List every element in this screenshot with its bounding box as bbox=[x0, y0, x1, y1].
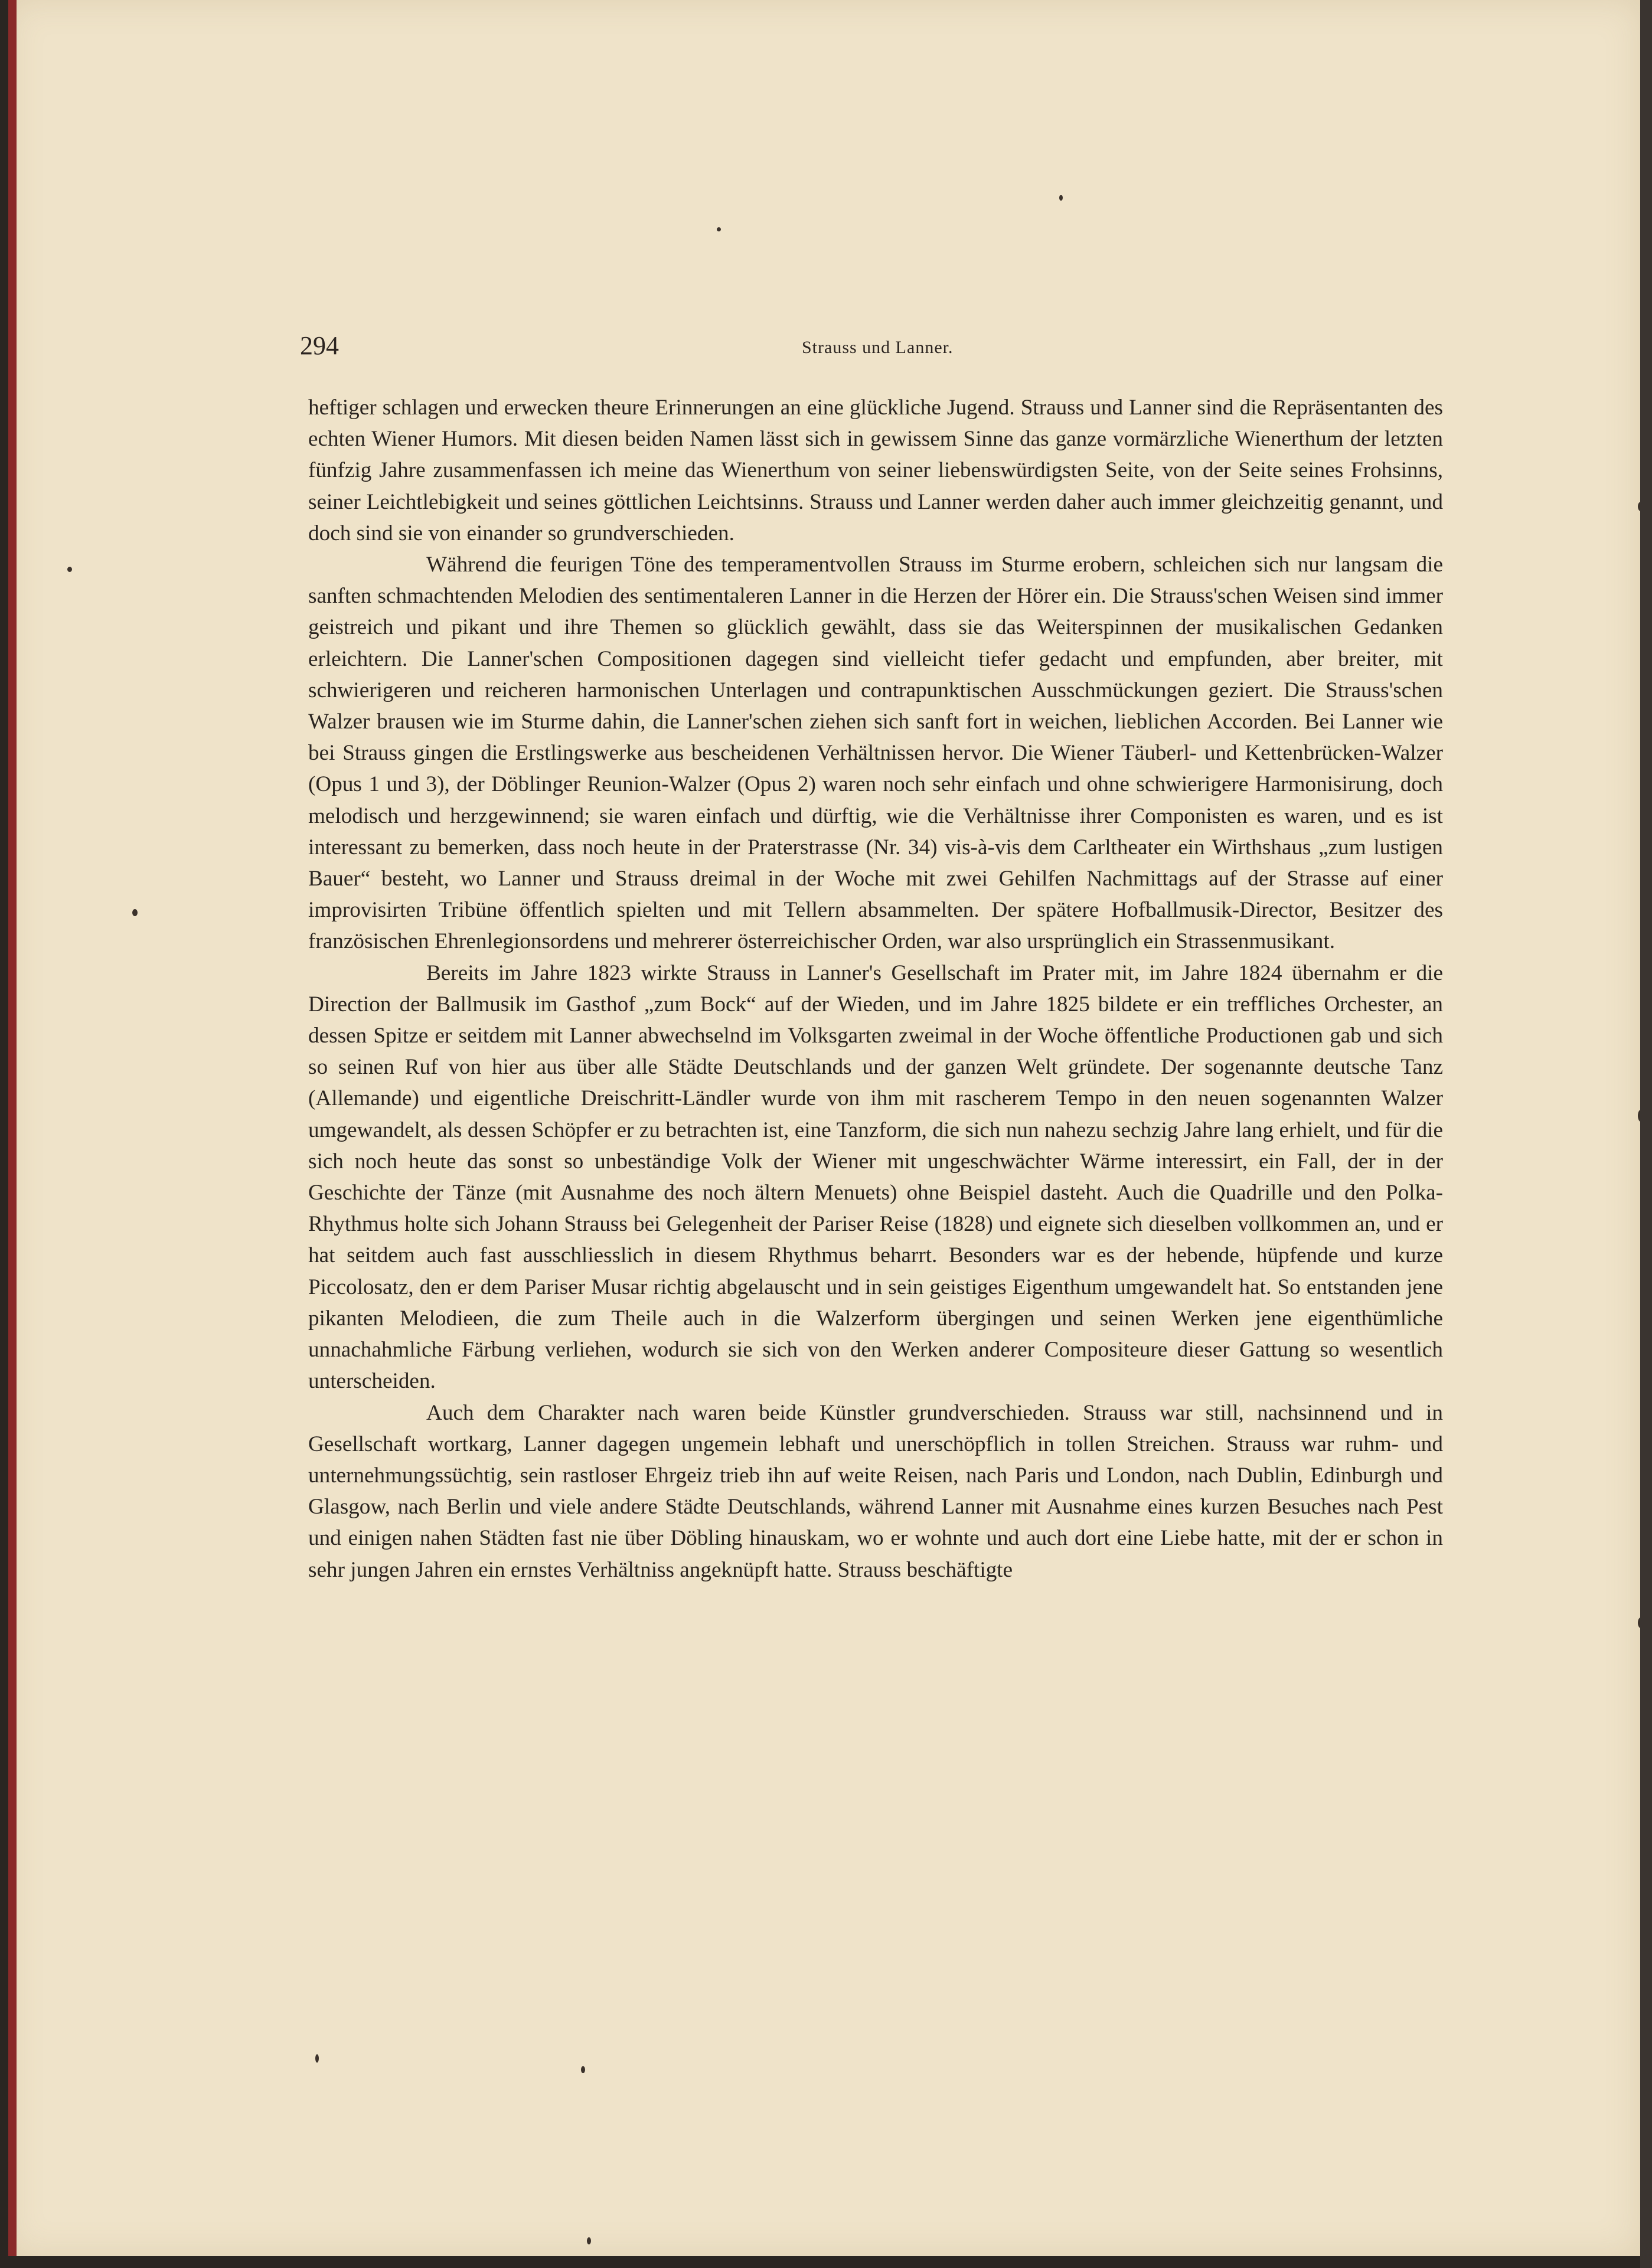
paper-speck bbox=[1059, 195, 1063, 201]
paper-speck bbox=[132, 909, 138, 916]
paragraph-2: Während die feurigen Töne des temperamentvollen Strauss im Sturme erobern, schleichen sich nur langsam die sanften schmachtenden Melodien des sentimentaleren Lanner in die Herzen der Hörer ein. Die Strauss'schen Weisen sind immer geistreich und pikant und ihre Themen so glücklich gewählt, dass sie das Weiterspinnen der musikalischen Gedanken erleichtern. Die Lanner'schen Compositionen dagegen sind vielleicht tiefer gedacht und empfunden, aber breiter, mit schwierigeren und reicheren harmonischen Unterlagen und contrapunktischen Ausschmückungen geziert. Die Strauss'schen Walzer brausen wie im Sturme dahin, die Lanner'schen ziehen sich sanft fort in weichen, lieblichen Accorden. Bei Lanner wie bei Strauss gingen die Erstlingswerke aus bescheidenen Verhältnissen hervor. Die Wiener Täuberl- und Kettenbrücken-Walzer (Opus 1 und 3), der Döblinger Reunion-Walzer (Opus 2) waren noch sehr einfach und ohne schwierigere Harmonisirung, doch melodisch und herzgewinnend; sie waren einfach und dürftig, wie die Verhältnisse ihrer Componisten es waren, und es ist interessant zu bemerken, dass noch heute in der Praterstrasse (Nr. 34) vis-à-vis dem Carltheater ein Wirthshaus „zum lustigen Bauer“ besteht, wo Lanner und Strauss dreimal in der Woche mit zwei Gehilfen Nachmittags auf der Strasse auf einer improvisirten Tribüne öffentlich spielten und mit Tellern absammelten. Der spätere Hofballmusik-Director, Besitzer des französischen Ehrenlegionsordens und mehrerer österreichischer Orden, war also ursprünglich ein Strassenmusikant. bbox=[308, 553, 1443, 954]
paper-speck bbox=[581, 2066, 585, 2073]
paper-speck bbox=[587, 2237, 591, 2244]
page-number: 294 bbox=[300, 331, 339, 360]
book-page bbox=[8, 0, 1640, 2256]
running-head: Strauss und Lanner. bbox=[802, 338, 954, 357]
paragraph-1: heftiger schlagen und erwecken theure Erinnerungen an eine glückliche Jugend. Strauss und Lanner sind die Repräsentanten des echten Wiener Humors. Mit diesen beiden Namen lässt sich in gewissem Sinne das ganze vormärzliche Wienerthum der letzten fünfzig Jahre zusammenfassen ich meine das Wienerthum von seiner liebenswürdigsten Seite, von der Seite seines Frohsinns, seiner Leichtlebigkeit und seines göttlichen Leichtsinns. Strauss und Lanner werden daher auch immer gleichzeitig genannt, und doch sind sie von einander so grundverschieden. bbox=[308, 396, 1443, 545]
paper-speck bbox=[315, 2054, 319, 2063]
paragraph-3: Bereits im Jahre 1823 wirkte Strauss in Lanner's Gesellschaft im Prater mit, im Jahre 1824 übernahm er die Direction der Ballmusik im Gasthof „zum Bock“ auf der Wieden, und im Jahre 1825 bildete er ein treffliches Orchester, an dessen Spitze er seitdem mit Lanner abwechselnd im Volksgarten zweimal in der Woche öffentliche Productionen gab und sich so seinen Ruf von hier aus über alle Städte Deutschlands und der ganzen Welt gründete. Der sogenannte deutsche Tanz (Allemande) und eigentliche Dreischritt-Ländler wurde von ihm mit rascherem Tempo in den neuen sogenannten Walzer umgewandelt, als dessen Schöpfer er zu betrachten ist, eine Tanzform, die sich nun nahezu sechzig Jahre lang erhielt, und für die sich noch heute das sonst so unbeständige Volk der Wiener mit ungeschwächter Wärme interessirt, ein Fall, der in der Geschichte der Tänze (mit Ausnahme des noch ältern Menuets) ohne Beispiel dasteht. Auch die Quadrille und den Polka-Rhythmus holte sich Johann Strauss bei Gelegenheit der Pariser Reise (1828) und eignete sich dieselben vollkommen an, und er hat seitdem auch fast ausschliesslich in diesem Rhythmus beharrt. Besonders war es der hebende, hüpfende und kurze Piccolosatz, den er dem Pariser Musar richtig abgelauscht und in sein geistiges Eigenthum umgewandelt hat. So entstanden jene pikanten Melodieen, die zum Theile auch in die Walzerform übergingen und seinen Werken jene eigenthümliche unnachahmliche Färbung verliehen, wodurch sie sich von den Werken anderer Compositeure dieser Gattung so wesentlich unterscheiden. bbox=[308, 960, 1443, 1394]
paper-speck bbox=[717, 227, 721, 231]
body-text bbox=[308, 392, 1443, 1586]
book-edge bbox=[8, 0, 17, 2256]
page-margin bbox=[1640, 0, 1652, 2268]
page-header bbox=[300, 328, 1451, 364]
paragraph-4: Auch dem Charakter nach waren beide Künstler grundverschieden. Strauss war still, nachsinnend und in Gesellschaft wortkarg, Lanner dagegen ungemein lebhaft und unerschöpflich in tollen Streichen. Strauss war ruhm- und unternehmungssüchtig, sein rastloser Ehrgeiz trieb ihn auf weite Reisen, nach Paris und London, nach Dublin, Edinburgh und Glasgow, nach Berlin und viele andere Städte Deutschlands, während Lanner mit Ausnahme eines kurzen Besuches nach Pest und einigen nahen Städten fast nie über Döbling hinauskam, wo er wohnte und auch dort eine Liebe hatte, mit der er schon in sehr jungen Jahren ein ernstes Verhältniss angeknüpft hatte. Strauss beschäftigte bbox=[308, 1400, 1443, 1582]
paper-speck bbox=[67, 567, 72, 572]
